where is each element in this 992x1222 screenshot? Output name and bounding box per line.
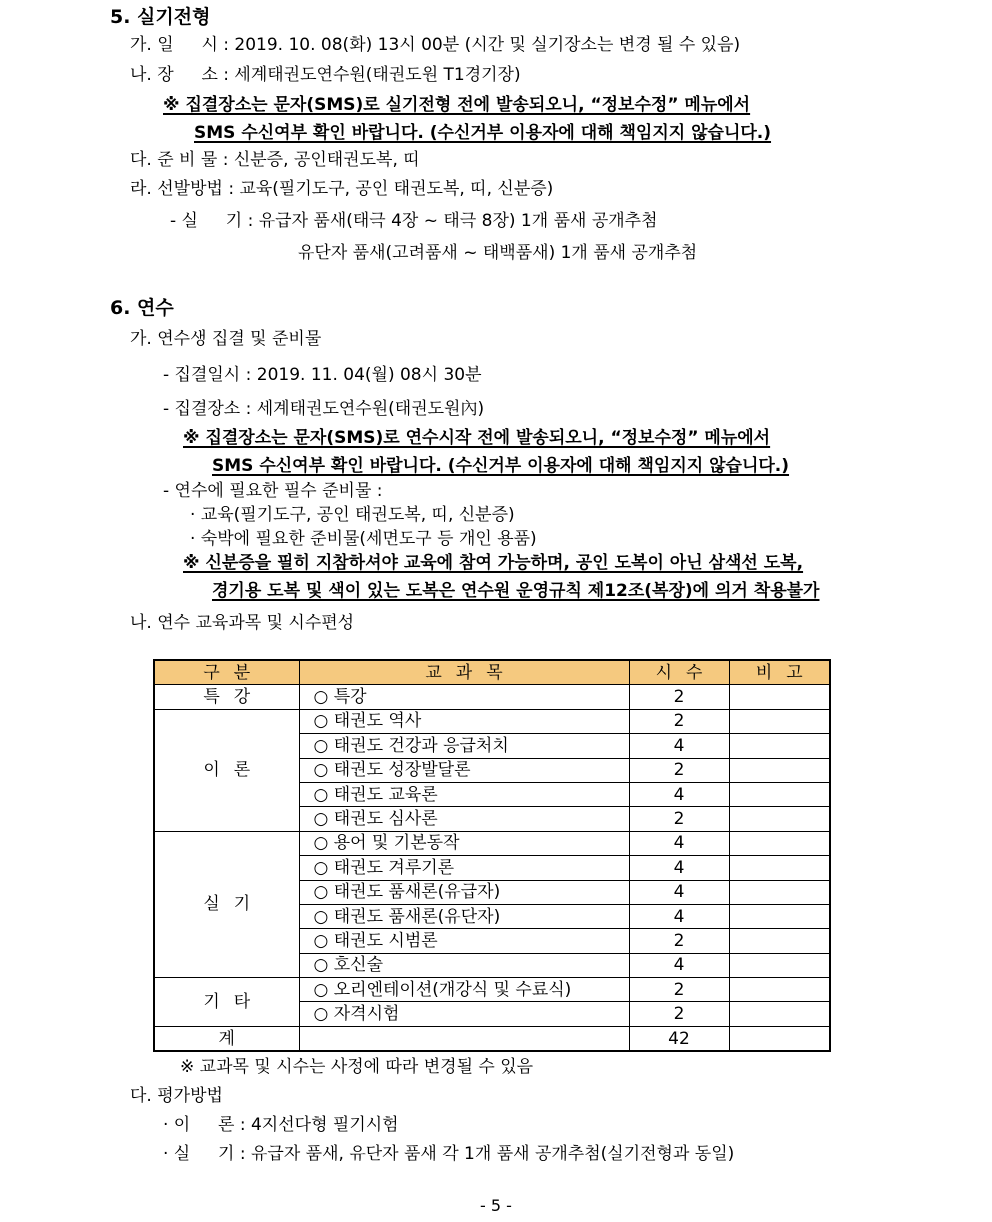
s5-sms-notice-2: SMS 수신여부 확인 바랍니다. (수신거부 이용자에 대해 책임지지 않습니다.) [194,123,772,143]
header-category: 구분 [154,660,299,685]
hours-cell: 2 [629,709,729,733]
subject-cell: ○ 태권도 품새론(유급자) [299,880,629,904]
header-subject: 교과목 [299,660,629,685]
hours-cell: 4 [629,953,729,977]
subject-cell: ○ 태권도 성장발달론 [299,758,629,782]
remarks-cell [729,904,830,928]
remarks-cell [729,1026,830,1051]
subject-cell: ○ 용어 및 기본동작 [299,831,629,855]
s5-practice-kyu: - 실 기 : 유급자 품새(태극 4장 ~ 태극 8장) 1개 품새 공개추첨 [170,211,658,231]
remarks-cell [729,758,830,782]
hours-cell: 2 [629,1002,729,1026]
subject-cell [299,1026,629,1051]
s6-required-items: - 연수에 필요한 필수 준비물 : [163,481,383,501]
subject-cell: ○ 태권도 건강과 응급처치 [299,734,629,758]
s6-gathering-title: 가. 연수생 집결 및 준비물 [130,329,322,349]
s6-eval-theory: · 이 론 : 4지선다형 필기시험 [163,1115,399,1135]
remarks-cell [729,807,830,831]
s6-sms-notice-1: ※ 집결장소는 문자(SMS)로 연수시작 전에 발송되오니, “정보수정” 메뉴에서 [183,428,771,448]
s6-gathering-date: - 집결일시 : 2019. 11. 04(월) 08시 30분 [163,365,482,385]
s5-place: 나. 장 소 : 세계태권도연수원(태권도원 T1경기장) [130,65,521,85]
s6-uniform-warning-1: ※ 신분증을 필히 지참하셔야 교육에 참여 가능하며, 공인 도복이 아닌 삼색선 도복, [183,553,804,573]
hours-cell: 4 [629,856,729,880]
category-cell: 실기 [154,831,299,977]
s5-selection-method: 라. 선발방법 : 교육(필기도구, 공인 태권도복, 띠, 신분증) [130,179,554,199]
remarks-cell [729,978,830,1002]
s6-required-item-1: · 교육(필기도구, 공인 태권도복, 띠, 신분증) [190,505,515,525]
table-total-row [154,1026,830,1051]
curriculum-table [153,659,831,1052]
category-cell: 특강 [154,685,299,709]
remarks-cell [729,1002,830,1026]
s6-curriculum-title: 나. 연수 교육과목 및 시수편성 [130,613,355,633]
subject-cell: ○ 태권도 교육론 [299,782,629,806]
subject-cell: ○ 태권도 심사론 [299,807,629,831]
hours-cell: 4 [629,734,729,758]
remarks-cell [729,709,830,733]
subject-cell: ○ 태권도 품새론(유단자) [299,904,629,928]
remarks-cell [729,856,830,880]
page-number: - 5 - [480,1196,512,1215]
subject-cell: ○ 태권도 역사 [299,709,629,733]
hours-cell: 2 [629,758,729,782]
remarks-cell [729,782,830,806]
hours-cell: 4 [629,831,729,855]
hours-cell: 4 [629,782,729,806]
s5-schedule: 가. 일 시 : 2019. 10. 08(화) 13시 00분 (시간 및 실기장소는 변경 될 수 있음) [130,35,741,55]
s5-sms-notice-1: ※ 집결장소는 문자(SMS)로 실기전형 전에 발송되오니, “정보수정” 메뉴에서 [163,95,751,115]
s6-sms-notice-2: SMS 수신여부 확인 바랍니다. (수신거부 이용자에 대해 책임지지 않습니다.) [212,456,790,476]
table-header-row [154,660,830,685]
header-hours: 시수 [629,660,729,685]
s6-eval-practice: · 실 기 : 유급자 품새, 유단자 품새 각 1개 품새 공개추첨(실기전형과 동일) [163,1144,735,1164]
total-hours: 42 [629,1026,729,1051]
table-row [154,685,830,709]
hours-cell: 2 [629,978,729,1002]
subject-cell: ○ 특강 [299,685,629,709]
remarks-cell [729,734,830,758]
remarks-cell [729,929,830,953]
remarks-cell [729,953,830,977]
category-cell: 기타 [154,978,299,1027]
s5-practice-dan: 유단자 품새(고려품새 ~ 태백품새) 1개 품새 공개추첨 [298,243,698,263]
table-row [154,831,830,855]
remarks-cell [729,880,830,904]
s6-evaluation-title: 다. 평가방법 [130,1086,223,1106]
table-row [154,978,830,1002]
subject-cell: ○ 태권도 시범론 [299,929,629,953]
subject-cell: ○ 오리엔테이션(개강식 및 수료식) [299,978,629,1002]
subject-cell: ○ 태권도 겨루기론 [299,856,629,880]
table-row [154,709,830,733]
hours-cell: 2 [629,685,729,709]
header-remarks: 비고 [729,660,830,685]
subject-cell: ○ 호신술 [299,953,629,977]
total-label: 계 [154,1026,299,1051]
hours-cell: 4 [629,904,729,928]
hours-cell: 4 [629,880,729,904]
subject-cell: ○ 자격시험 [299,1002,629,1026]
remarks-cell [729,685,830,709]
s6-gathering-place: - 집결장소 : 세계태권도연수원(태권도원內) [163,399,485,419]
remarks-cell [729,831,830,855]
s5-supplies: 다. 준 비 물 : 신분증, 공인태권도복, 띠 [130,150,420,170]
hours-cell: 2 [629,807,729,831]
s6-required-item-2: · 숙박에 필요한 준비물(세면도구 등 개인 용품) [190,529,537,549]
table-note: ※ 교과목 및 시수는 사정에 따라 변경될 수 있음 [180,1057,534,1077]
category-cell: 이론 [154,709,299,831]
s6-uniform-warning-2: 경기용 도복 및 색이 있는 도복은 연수원 운영규칙 제12조(복장)에 의거 착용불가 [212,581,820,601]
section5-heading: 5. 실기전형 [110,6,211,28]
section6-heading: 6. 연수 [110,297,174,319]
hours-cell: 2 [629,929,729,953]
